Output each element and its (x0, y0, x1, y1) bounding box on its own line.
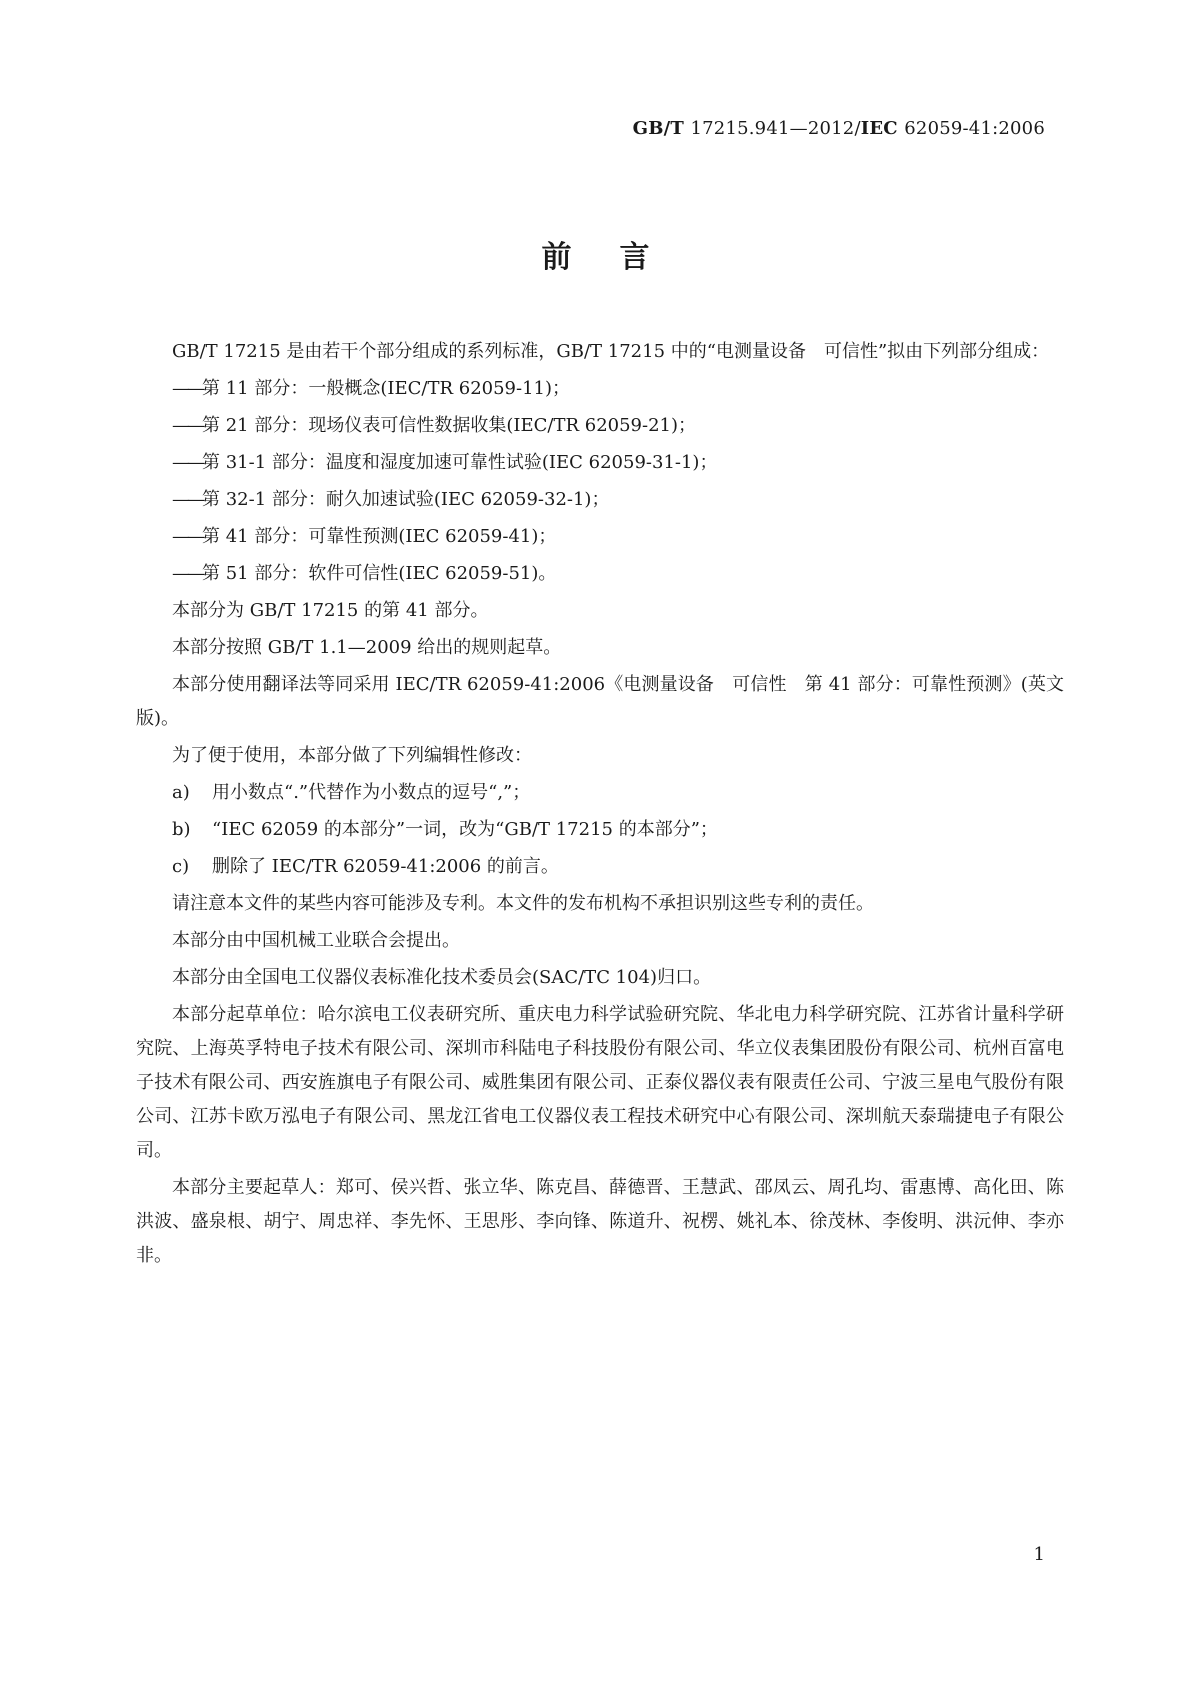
list-item-text: 第 41 部分：可靠性预测(IEC 62059-41)； (202, 526, 557, 547)
list-item (136, 446, 1064, 480)
dash-mark: —— (172, 452, 202, 473)
drafting-rules-paragraph: 本部分按照 GB/T 1.1—2009 给出的规则起草。 (172, 637, 562, 658)
edit-label: a) (172, 782, 190, 803)
list-item (136, 372, 1064, 406)
edit-label: c) (172, 856, 190, 877)
this-part-paragraph: 本部分为 GB/T 17215 的第 41 部分。 (172, 600, 489, 621)
list-item-text: 第 31-1 部分：温度和湿度加速可靠性试验(IEC 62059-31-1)； (202, 452, 718, 473)
list-item (136, 520, 1064, 554)
foreword-body (136, 335, 1064, 1276)
list-item (136, 409, 1064, 443)
standard-header (633, 118, 1045, 139)
dash-mark: —— (172, 415, 202, 436)
header-number-iec: 62059-41:2006 (904, 118, 1045, 139)
header-code-iec: IEC (860, 118, 898, 139)
dash-mark: —— (172, 563, 202, 584)
edit-item (136, 850, 1064, 884)
edit-text: “IEC 62059 的本部分”一词，改为“GB/T 17215 的本部分”； (212, 819, 718, 840)
list-item-text: 第 21 部分：现场仪表可信性数据收集(IEC/TR 62059-21)； (202, 415, 697, 436)
list-item-text: 第 32-1 部分：耐久加速试验(IEC 62059-32-1)； (202, 489, 610, 510)
edit-item (136, 776, 1064, 810)
list-item-text: 第 51 部分：软件可信性(IEC 62059-51)。 (202, 563, 557, 584)
edit-text: 用小数点“.”代替作为小数点的逗号“,”； (212, 782, 531, 803)
header-code-gbt: GB/T (632, 118, 685, 139)
edits-intro-paragraph: 为了便于使用，本部分做了下列编辑性修改： (172, 745, 532, 766)
edit-item (136, 813, 1064, 847)
patent-paragraph: 请注意本文件的某些内容可能涉及专利。本文件的发布机构不承担识别这些专利的责任。 (172, 893, 874, 914)
intro-paragraph: GB/T 17215 是由若干个部分组成的系列标准，GB/T 17215 中的“电测量设备 可信性”拟由下列部分组成： (172, 341, 1050, 362)
dash-mark: —— (172, 378, 202, 399)
edit-text: 删除了 IEC/TR 62059-41:2006 的前言。 (212, 856, 559, 877)
list-item-text: 第 11 部分：一般概念(IEC/TR 62059-11)； (202, 378, 571, 399)
dash-mark: —— (172, 526, 202, 547)
list-item (136, 483, 1064, 517)
header-number-gbt: 17215.941—2012/ (690, 118, 861, 139)
proposed-by-paragraph: 本部分由中国机械工业联合会提出。 (172, 930, 460, 951)
list-item (136, 557, 1064, 591)
centralized-by-paragraph: 本部分由全国电工仪器仪表标准化技术委员会(SAC/TC 104)归口。 (172, 967, 712, 988)
edit-label: b) (172, 819, 191, 840)
drafting-units-paragraph: 本部分起草单位：哈尔滨电工仪表研究所、重庆电力科学试验研究院、华北电力科学研究院、江苏省计量科学研究院、上海英孚特电子技术有限公司、深圳市科陆电子科技股份有限公司、华立仪表集团股份有限公司、杭州百富电子技术有限公司、西安旌旗电子有限公司、威胜集团有限公司、正泰仪器仪表有限责任公司、宁波三星电气股份有限公司、江苏卡欧万泓电子有限公司、黑龙江省电工仪器仪表工程技术研究中心有限公司、深圳航天泰瑞捷电子有限公司。 (136, 1004, 1064, 1161)
dash-mark: —— (172, 489, 202, 510)
drafters-paragraph: 本部分主要起草人：郑可、侯兴哲、张立华、陈克昌、薛德晋、王慧武、邵凤云、周孔均、雷惠博、高化田、陈洪波、盛泉根、胡宁、周忠祥、李先怀、王思彤、李向锋、陈道升、祝楞、姚礼本、徐茂林、李俊明、洪沅伸、李亦非。 (136, 1177, 1064, 1266)
page-number: 1 (1033, 1544, 1045, 1565)
translation-paragraph: 本部分使用翻译法等同采用 IEC/TR 62059-41:2006《电测量设备 可信性 第 41 部分：可靠性预测》(英文版)。 (136, 674, 1064, 729)
page-title: 前言 (541, 240, 698, 275)
